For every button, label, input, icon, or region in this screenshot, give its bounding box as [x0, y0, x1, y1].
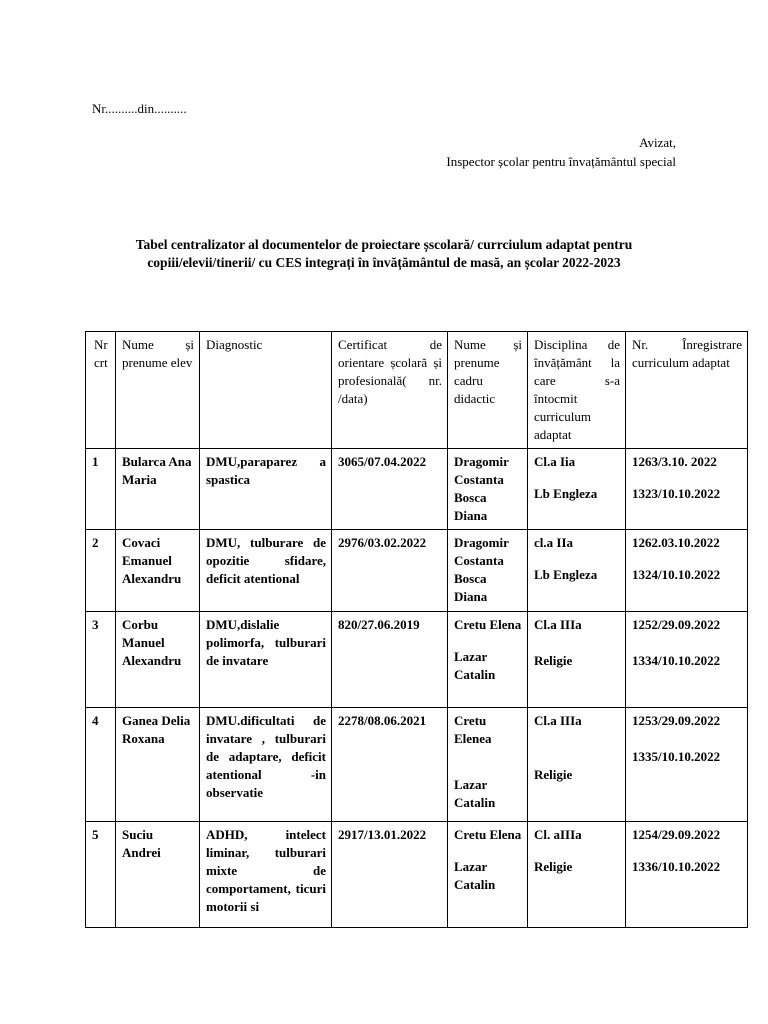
row-student-name: Ganea Delia Roxana: [116, 708, 200, 822]
row-subject: Lb Engleza: [534, 567, 598, 582]
row-nr: 3: [86, 612, 116, 708]
row-diagnostic: DMU,paraparez a spastica: [200, 449, 332, 530]
row-nr: 2: [86, 530, 116, 612]
row-nr: 5: [86, 822, 116, 928]
row-discipline: [528, 822, 626, 928]
row-subject: Religie: [534, 653, 573, 668]
row-diagnostic-text: ADHD, intelect liminar, tulburari mixte de comportament, ticuri motorii si: [206, 827, 326, 914]
row-diagnostic: DMU.dificultati de invatare , tulburari de adaptare, deficit atentional -in observatie: [200, 708, 332, 822]
row-diagnostic: DMU,dislalie polimorfa, tulburari de invatare: [200, 612, 332, 708]
table-row: [86, 449, 748, 530]
row-discipline: [528, 530, 626, 612]
document-number-line: Nr..........din..........: [92, 101, 187, 116]
row-class: Cl.a IIIa: [534, 617, 582, 632]
row-registration: [626, 449, 748, 530]
table-row: [86, 612, 748, 708]
table-row: [86, 530, 748, 612]
header-teacher-name: Nume și prenume cadru didactic: [448, 332, 528, 449]
row-teacher: [448, 708, 528, 822]
row-registration: [626, 612, 748, 708]
row-certificate: 820/27.06.2019: [332, 612, 448, 708]
inspector-title: Inspector școlar pentru învațământul special: [446, 154, 676, 169]
row-registration-1: 1254/29.09.2022: [632, 827, 721, 842]
row-student-name: Covaci Emanuel Alexandru: [116, 530, 200, 612]
row-nr: 4: [86, 708, 116, 822]
row-class: cl.a IIa: [534, 535, 573, 550]
row-teacher-1: Dragomir Costanta: [454, 535, 509, 568]
row-discipline: [528, 449, 626, 530]
table-header-row: [86, 332, 748, 449]
header-certificate: Certificat de orientare școlară și profesională( nr. /data): [332, 332, 448, 449]
row-registration-2: 1334/10.10.2022: [632, 653, 721, 668]
header-discipline: Disciplina de învățământ la care s-a întocmit curriculum adaptat: [528, 332, 626, 449]
row-teacher-2: Bosca Diana: [454, 571, 488, 604]
header-nr: Nr crt: [86, 332, 116, 449]
row-registration: [626, 530, 748, 612]
row-teacher-2: Lazar Catalin: [454, 649, 496, 682]
row-student-name: Suciu Andrei: [116, 822, 200, 928]
row-teacher-2: Bosca Diana: [454, 490, 488, 523]
header-diagnostic: Diagnostic: [200, 332, 332, 449]
row-certificate: 2976/03.02.2022: [332, 530, 448, 612]
row-registration-2: 1324/10.10.2022: [632, 567, 721, 582]
row-class: Cl.a Iia: [534, 454, 576, 469]
row-registration-1: 1262.03.10.2022: [632, 535, 720, 550]
row-nr: 1: [86, 449, 116, 530]
row-teacher-2: Lazar Catalin: [454, 859, 496, 892]
row-registration-2: 1335/10.10.2022: [632, 749, 721, 764]
row-certificate: 3065/07.04.2022: [332, 449, 448, 530]
row-class: Cl. aIIIa: [534, 827, 582, 842]
title-line-1: Tabel centralizator al documentelor de proiectare șscolară/ currciulum adaptat pentru: [135, 237, 633, 252]
row-teacher-1: Cretu Elena: [454, 827, 522, 842]
row-student-name: Corbu Manuel Alexandru: [116, 612, 200, 708]
approval-label: Avizat,: [639, 135, 676, 150]
row-registration-1: 1263/3.10. 2022: [632, 454, 717, 469]
row-registration-2: 1336/10.10.2022: [632, 859, 721, 874]
row-subject: Religie: [534, 767, 573, 782]
header-registration: Nr. Înregistrare curriculum adaptat: [626, 332, 748, 449]
row-registration-2: 1323/10.10.2022: [632, 486, 721, 501]
approval-block: [446, 133, 676, 171]
row-student-name: Bularca Ana Maria: [116, 449, 200, 530]
row-registration: [626, 708, 748, 822]
row-class: Cl.a IIIa: [534, 713, 582, 728]
row-certificate: 2917/13.01.2022: [332, 822, 448, 928]
row-teacher: [448, 822, 528, 928]
table-row: [86, 708, 748, 822]
row-teacher-1: Cretu Elenea: [454, 713, 492, 746]
row-teacher-1: Dragomir Costanta: [454, 454, 509, 487]
row-diagnostic: [200, 822, 332, 928]
row-discipline: [528, 612, 626, 708]
row-teacher-2: Lazar Catalin: [454, 777, 496, 810]
table-row: [86, 822, 748, 928]
row-teacher: [448, 449, 528, 530]
row-registration: [626, 822, 748, 928]
row-registration-1: 1253/29.09.2022: [632, 713, 721, 728]
document-title: [80, 236, 688, 272]
row-subject: Lb Engleza: [534, 486, 598, 501]
title-line-2: copiii/elevii/tinerii/ cu CES integrați în învățământul de masă, an școlar 2022-2023: [147, 255, 621, 270]
row-teacher: [448, 530, 528, 612]
row-diagnostic: DMU, tulburare de opozitie sfidare, deficit atentional: [200, 530, 332, 612]
centralizer-table: [85, 331, 748, 928]
row-teacher: [448, 612, 528, 708]
header-student-name: Nume și prenume elev: [116, 332, 200, 449]
row-registration-1: 1252/29.09.2022: [632, 617, 721, 632]
row-subject: Religie: [534, 859, 573, 874]
row-discipline: [528, 708, 626, 822]
row-certificate: 2278/08.06.2021: [332, 708, 448, 822]
row-teacher-1: Cretu Elena: [454, 617, 522, 632]
